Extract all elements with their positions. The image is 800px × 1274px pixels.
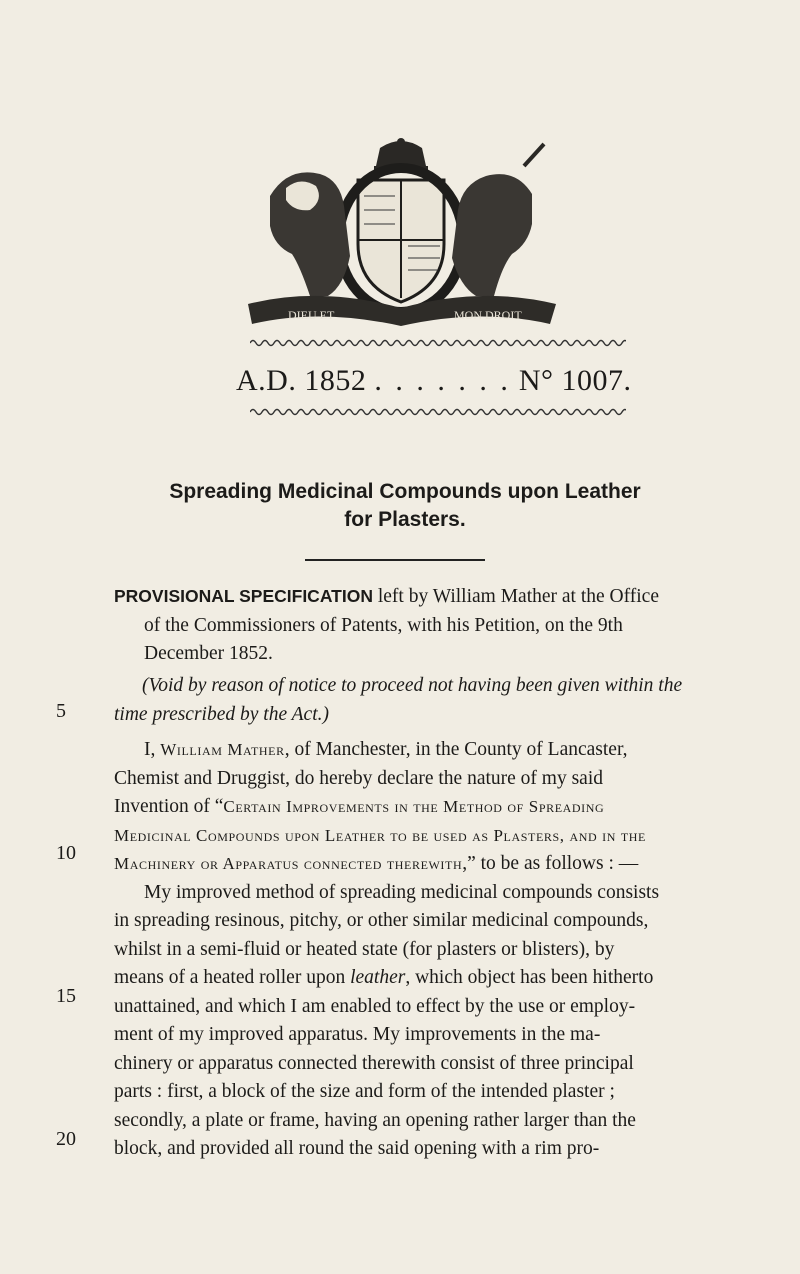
provisional-line-3: December 1852. [144,643,273,664]
provisional-line-2: of the Commissioners of Patents, with his Petition, on the 9th [144,614,623,636]
patent-header [236,364,656,398]
royal-coat-of-arms [240,136,562,326]
body-line: block, and provided all round the said opening with a rim pro- [114,1138,600,1159]
body-line: in spreading resinous, pitchy, or other similar medicinal compounds, [114,910,649,931]
body-line: unattained, and which I am enabled to effect by the use or employ- [114,995,636,1017]
invention-title-part: Medicinal Compounds upon Leather to be used as Plasters, and in the [114,825,646,845]
svg-text:DIEU ET: DIEU ET [288,308,335,322]
header-dots: . . . . . . . [374,364,511,397]
body-line: chinery or apparatus connected therewith consist of three principal [114,1052,634,1074]
body-text: Invention of “ [114,796,224,817]
line-number: 15 [56,985,76,1007]
svg-text:MON DROIT: MON DROIT [454,308,522,322]
patent-number: 1007. [561,364,632,397]
body-line: whilst in a semi-fluid or heated state (for plasters or blisters), by [114,938,615,960]
void-note-line-1: (Void by reason of notice to proceed not having been given within the [142,675,683,696]
title-line-2: for Plasters. [344,508,466,531]
patent-year: 1852 [304,364,367,397]
body-text: I, [144,739,161,760]
emphasis-leather: leather [350,967,406,988]
body-text: means of a heated roller upon [114,967,351,988]
void-note [114,672,684,729]
invention-title-part: Certain Improvements in the Method of Spreading [223,797,605,816]
invention-title-part: Machinery or Apparatus connected therewith [114,854,463,873]
decorative-wavy-rule-bottom [250,407,626,417]
decorative-wavy-rule-top [250,338,626,348]
body-text: ,” to be as follows : — [462,853,639,874]
number-label: N° [518,364,554,397]
ad-label: A.D. [236,364,297,397]
body-text: , of Manchester, in the County of Lancaster, [284,739,628,760]
title-rule [305,559,485,561]
body-text: , which object has been hitherto [405,967,654,988]
body-line: Chemist and Druggist, do hereby declare the nature of my said [114,767,603,789]
provisional-line-1: left by William Mather at the Office [372,586,659,607]
body-line: parts : first, a block of the size and form of the intended plaster ; [114,1081,615,1102]
specification-body [114,736,684,1164]
body-line: My improved method of spreading medicinal compounds consists [144,881,660,903]
line-number: 5 [56,700,66,722]
body-line: secondly, a plate or frame, having an opening rather larger than the [114,1109,636,1131]
line-number: 10 [56,842,76,864]
title-line-1: Spreading Medicinal Compounds upon Leather [169,480,641,503]
provisional-lead: PROVISIONAL SPECIFICATION [114,586,373,606]
document-title [145,478,665,534]
line-number: 20 [56,1128,76,1150]
provisional-specification-paragraph [114,582,684,669]
body-line: ment of my improved apparatus. My improvements in the ma- [114,1024,601,1045]
inventor-name: William Mather [160,740,285,759]
void-note-line-2: time prescribed by the Act.) [114,703,329,725]
